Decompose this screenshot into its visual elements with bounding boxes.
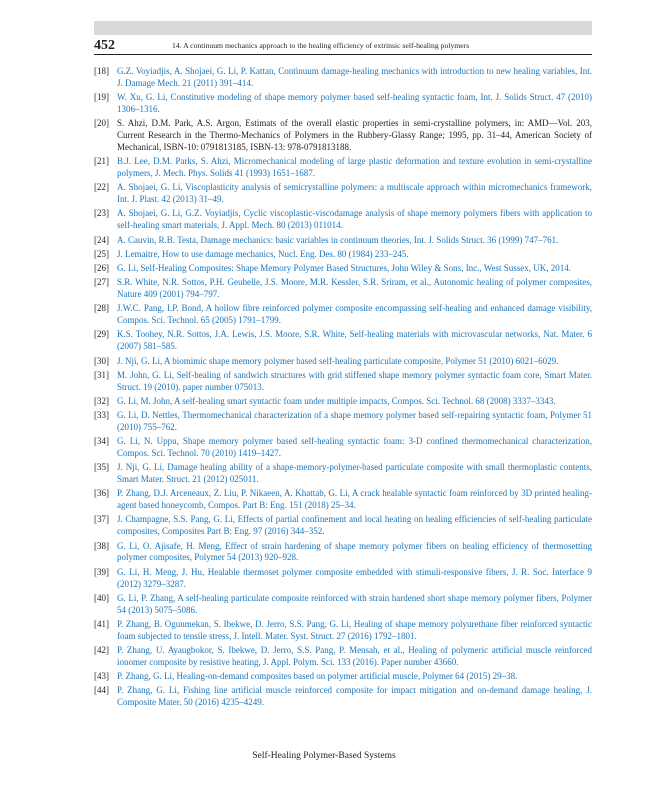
reference-number: [42]: [94, 645, 109, 655]
reference-link[interactable]: G. Li, D. Nettles, Thermomechanical characterization of a shape memory polymer based self-repairing syntactic foam, Polymer 51 (2010) 755–762.: [117, 410, 592, 432]
reference-link[interactable]: P. Zhang, D.J. Arceneaux, Z. Liu, P. Nikaeen, A. Khattab, G. Li, A crack healable syntactic foam reinforced by 3D printed healing-agent based honeycomb, Compos. Part B: Eng. 151 (2018) 25–34.: [117, 488, 592, 511]
reference-item: [94, 619, 592, 643]
reference-item: [94, 645, 592, 669]
reference-link[interactable]: G. Li, N. Uppu, Shape memory polymer based self-healing syntactic foam: 3-D confined thermomechanical characterization, Compos. Sci. Technol. 70 (2010) 1419–1427.: [117, 436, 592, 459]
reference-number: [30]: [94, 355, 109, 366]
reference-item: [94, 92, 592, 116]
reference-item: [94, 208, 592, 232]
reference-link[interactable]: A. Cauvin, R.B. Testa, Damage mechanics: basic variables in continuum theories, Int. J. Solids Struct. 36 (1999) 747–761.: [117, 234, 559, 245]
reference-item: [94, 329, 592, 353]
reference-number: [40]: [94, 592, 109, 603]
reference-link[interactable]: J.W.C. Pang, I.P. Bond, A hollow fibre reinforced polymer composite encompassing self-healing and enhanced damage visibility, Compos. Sci. Technol. 65 (2005) 1791–1799.: [117, 303, 592, 326]
page-header: [94, 38, 592, 55]
reference-link[interactable]: M. John, G. Li, Self-healing of sandwich structures with grid stiffened shape memory polymer syntactic foam core, Smart Mater. Struct. 19 (2010). paper number 075013.: [117, 369, 592, 392]
reference-item: [94, 356, 592, 368]
reference-item: [94, 671, 592, 683]
reference-number: [27]: [94, 277, 109, 288]
reference-number: [33]: [94, 410, 109, 421]
reference-number: [43]: [94, 671, 109, 682]
reference-number: [38]: [94, 540, 109, 551]
reference-number: [29]: [94, 329, 109, 340]
reference-number: [32]: [94, 395, 109, 406]
reference-link[interactable]: W. Xu, G. Li, Constitutive modeling of shape memory polymer based self-healing syntactic foam, Int. J. Solids Struct. 47 (2010) 1306–1316.: [117, 92, 592, 115]
reference-number: [25]: [94, 248, 109, 259]
reference-item: [94, 488, 592, 512]
reference-link[interactable]: A. Shojaei, G. Li, Viscoplasticity analysis of semicrystalline polymers: a multiscale approach within micromechanics framework, Int. J. Plast. 42 (2013) 31–49.: [117, 182, 592, 205]
page-number: 452: [94, 38, 115, 53]
reference-item: [94, 685, 592, 709]
reference-number: [20]: [94, 118, 109, 129]
reference-link[interactable]: G. Li, O. Ajisafe, H. Meng, Effect of strain hardening of shape memory polymer fibers on healing efficiency of thermosetting polymer composites, Polymer 54 (2013) 920–928.: [117, 540, 592, 563]
reference-number: [24]: [94, 234, 109, 245]
reference-number: [23]: [94, 208, 109, 219]
reference-list: [94, 66, 592, 711]
reference-link[interactable]: B.J. Lee, D.M. Parks, S. Ahzi, Micromechanical modeling of large plastic deformation and texture evolution in semi-crystalline polymers, J. Mech. Phys. Solids 41 (1993) 1651–1687.: [117, 156, 592, 179]
reference-number: [28]: [94, 303, 109, 314]
reference-item: [94, 410, 592, 434]
reference-item: [94, 462, 592, 486]
reference-item: [94, 541, 592, 565]
reference-item: [94, 593, 592, 617]
reference-item: [94, 396, 592, 408]
reference-item: [94, 303, 592, 327]
reference-item: [94, 567, 592, 591]
reference-item: [94, 156, 592, 180]
reference-link[interactable]: G. Li, H. Meng, J. Hu, Healable thermoset polymer composite embedded with stimuli-responsive fibers, J. R. Soc. Interface 9 (2012) 3279–3287.: [117, 566, 592, 589]
reference-link[interactable]: P. Zhang, B. Ogunmekan, S. Ibekwe, D. Jerro, S.S. Pang, G. Li, Healing of shape memory polyurethane fiber reinforced syntactic foam subjected to tensile stress, J. Intell. Mater. Syst. Struct. 27 (2016) 1792–1801.: [117, 618, 592, 641]
reference-number: [41]: [94, 618, 109, 629]
reference-text: S. Ahzi, D.M. Park, A.S. Argon, Estimats of the overall elastic properties in semi-crystalline polymers, in: AMD—Vol. 203, Current Research in the Thermo-Mechanics of Polymers in the Rubbery-Glassy Range; 1995, pp. 31–44, American Society of Mechanical, ISBN-10: 0791813185, ISBN-13: 978-0791813188.: [117, 118, 592, 153]
reference-number: [36]: [94, 488, 109, 499]
reference-link[interactable]: G. Li, Self-Healing Composites: Shape Memory Polymer Based Structures, John Wiley & Sons, Inc., West Sussex, UK, 2014.: [117, 262, 572, 273]
reference-link[interactable]: G. Li, M. John, A self-healing smart syntactic foam under multiple impacts, Compos. Sci. Technol. 68 (2008) 3337–3343.: [117, 395, 556, 406]
reference-item: [94, 249, 592, 261]
reference-number: [22]: [94, 182, 109, 193]
reference-link[interactable]: G. Li, P. Zhang, A self-healing particulate composite reinforced with strain hardened short shape memory polymer fibers, Polymer 54 (2013) 5075–5086.: [117, 592, 592, 615]
reference-number: [26]: [94, 262, 109, 273]
reference-item: [94, 436, 592, 460]
reference-link[interactable]: P. Zhang, U. Ayaugbokor, S. Ibekwe, D. Jerro, S.S. Pang, P. Mensah, et al., Healing of polymeric artificial muscle reinforced ionomer composite by resistive heating, J. Appl. Polym. Sci. 133 (2016). Paper number 43660.: [117, 645, 592, 667]
reference-number: [18]: [94, 66, 109, 76]
reference-link[interactable]: P. Zhang, G. Li, Healing-on-demand composites based on polymer artificial muscle, Polymer 64 (2015) 29–38.: [117, 671, 518, 682]
reference-number: [39]: [94, 566, 109, 577]
reference-link[interactable]: J. Nji, G. Li, Damage healing ability of a shape-memory-polymer-based particulate composite with small thermoplastic contents, Smart Mater. Struct. 21 (2012) 025011.: [117, 462, 592, 485]
running-title: 14. A continuum mechanics approach to the healing efficiency of extrinsic self-healing polymers: [172, 41, 470, 50]
reference-link[interactable]: P. Zhang, G. Li, Fishing line artificial muscle reinforced composite for impact mitigation and on-demand damage healing, J. Composite Mater. 50 (2016) 4235–4249.: [117, 685, 592, 708]
reference-item: [94, 263, 592, 275]
reference-number: [35]: [94, 462, 109, 473]
header-bar: [94, 21, 592, 35]
reference-link[interactable]: J. Champagne, S.S. Pang, G. Li, Effects of partial confinement and local heating on healing efficiencies of self-healing particulate composites, Composites Part B: Eng. 97 (2016) 344–352.: [117, 514, 592, 537]
reference-item: [94, 182, 592, 206]
reference-item: [94, 370, 592, 394]
reference-number: [37]: [94, 514, 109, 525]
reference-link[interactable]: J. Nji, G. Li, A biomimic shape memory polymer based self-healing particulate composite, Polymer 51 (2010) 6021–6029.: [117, 355, 559, 366]
reference-item: [94, 235, 592, 247]
reference-item: [94, 514, 592, 538]
reference-number: [21]: [94, 156, 109, 167]
reference-link[interactable]: G.Z. Voyiadjis, A. Shojaei, G. Li, P. Kattan, Continuum damage-healing mechanics with introduction to new healing variables, Int. J. Damage Mech. 21 (2011) 391–414.: [117, 66, 592, 88]
reference-link[interactable]: A. Shojaei, G. Li, G.Z. Voyiadjis, Cyclic viscoplastic-viscodamage analysis of shape memory polymers fibers with application to self-healing smart materials, J. Appl. Mech. 80 (2013) 011014.: [117, 208, 592, 231]
reference-number: [19]: [94, 92, 109, 103]
reference-number: [44]: [94, 685, 109, 696]
reference-item: [94, 118, 592, 154]
reference-number: [34]: [94, 436, 109, 447]
reference-item: [94, 66, 592, 90]
reference-number: [31]: [94, 369, 109, 380]
reference-link[interactable]: J. Lemaitre, How to use damage mechanics, Nucl. Eng. Des. 80 (1984) 233–245.: [117, 248, 409, 259]
footer-book-title: Self-Healing Polymer-Based Systems: [252, 751, 396, 761]
reference-link[interactable]: S.R. White, N.R. Sottos, P.H. Geubelle, J.S. Moore, M.R. Kessler, S.R. Sriram, et al., Autonomic healing of polymer composites, Nature 409 (2001) 794–797.: [117, 277, 592, 300]
reference-link[interactable]: K.S. Toohey, N.R. Sottos, J.A. Lewis, J.S. Moore, S.R. White, Self-healing materials with microvascular networks, Nat. Mater. 6 (2007) 581–585.: [117, 329, 592, 352]
reference-item: [94, 277, 592, 301]
